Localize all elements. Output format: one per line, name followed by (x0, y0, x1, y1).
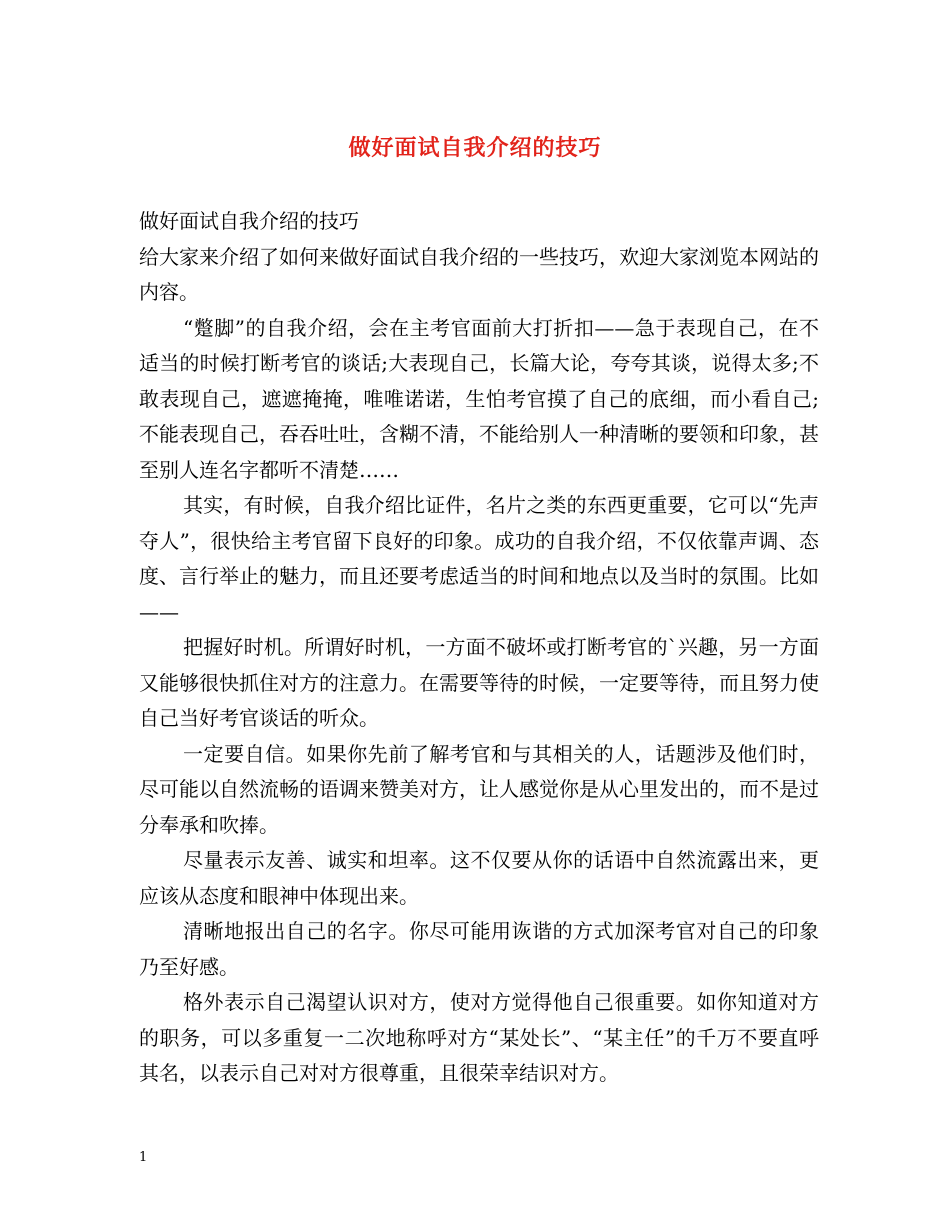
page-number: 1 (139, 1150, 148, 1165)
paragraph: 尽量表示友善、诚实和坦率。这不仅要从你的话语中自然流露出来，更应该从态度和眼神中体现出来。 (139, 848, 819, 908)
paragraph: 其实，有时候，自我介绍比证件，名片之类的东西更重要，它可以“先声夺人”，很快给主考官留下良好的印象。成功的自我介绍，不仅依靠声调、态度、言行举止的魅力，而且还要考虑适当的时间和地点以及当时的氛围。比如—— (139, 493, 819, 624)
paragraph: “蹩脚”的自我介绍，会在主考官面前大打折扣——急于表现自己，在不适当的时候打断考官的谈话;大表现自己，长篇大论，夸夸其谈，说得太多;不敢表现自己，遮遮掩掩，唯唯诺诺，生怕考官摸了自己的底细，而小看自己;不能表现自己，吞吞吐吐，含糊不清，不能给别人一种清晰的要领和印象，甚至别人连名字都听不清楚…… (139, 315, 819, 482)
document-body (139, 204, 819, 1092)
document-title: 做好面试自我介绍的技巧 (348, 135, 602, 161)
paragraph: 把握好时机。所谓好时机，一方面不破坏或打断考官的`兴趣，另一方面又能够很快抓住对方的注意力。在需要等待的时候，一定要等待，而且努力使自己当好考官谈话的听众。 (139, 635, 819, 730)
paragraph-heading: 做好面试自我介绍的技巧 (139, 209, 359, 233)
paragraph: 清晰地报出自己的名字。你尽可能用诙谐的方式加深考官对自己的印象乃至好感。 (139, 919, 819, 979)
paragraph: 一定要自信。如果你先前了解考官和与其相关的人，话题涉及他们时，尽可能以自然流畅的语调来赞美对方，让人感觉你是从心里发出的，而不是过分奉承和吹捧。 (139, 741, 819, 837)
paragraph: 格外表示自己渴望认识对方，使对方觉得他自己很重要。如你知道对方的职务，可以多重复一二次地称呼对方“某处长”、“某主任”的千万不要直呼其名，以表示自己对对方很尊重，且很荣幸结识对方。 (139, 990, 819, 1085)
paragraph-intro: 给大家来介绍了如何来做好面试自我介绍的一些技巧，欢迎大家浏览本网站的内容。 (139, 244, 819, 304)
